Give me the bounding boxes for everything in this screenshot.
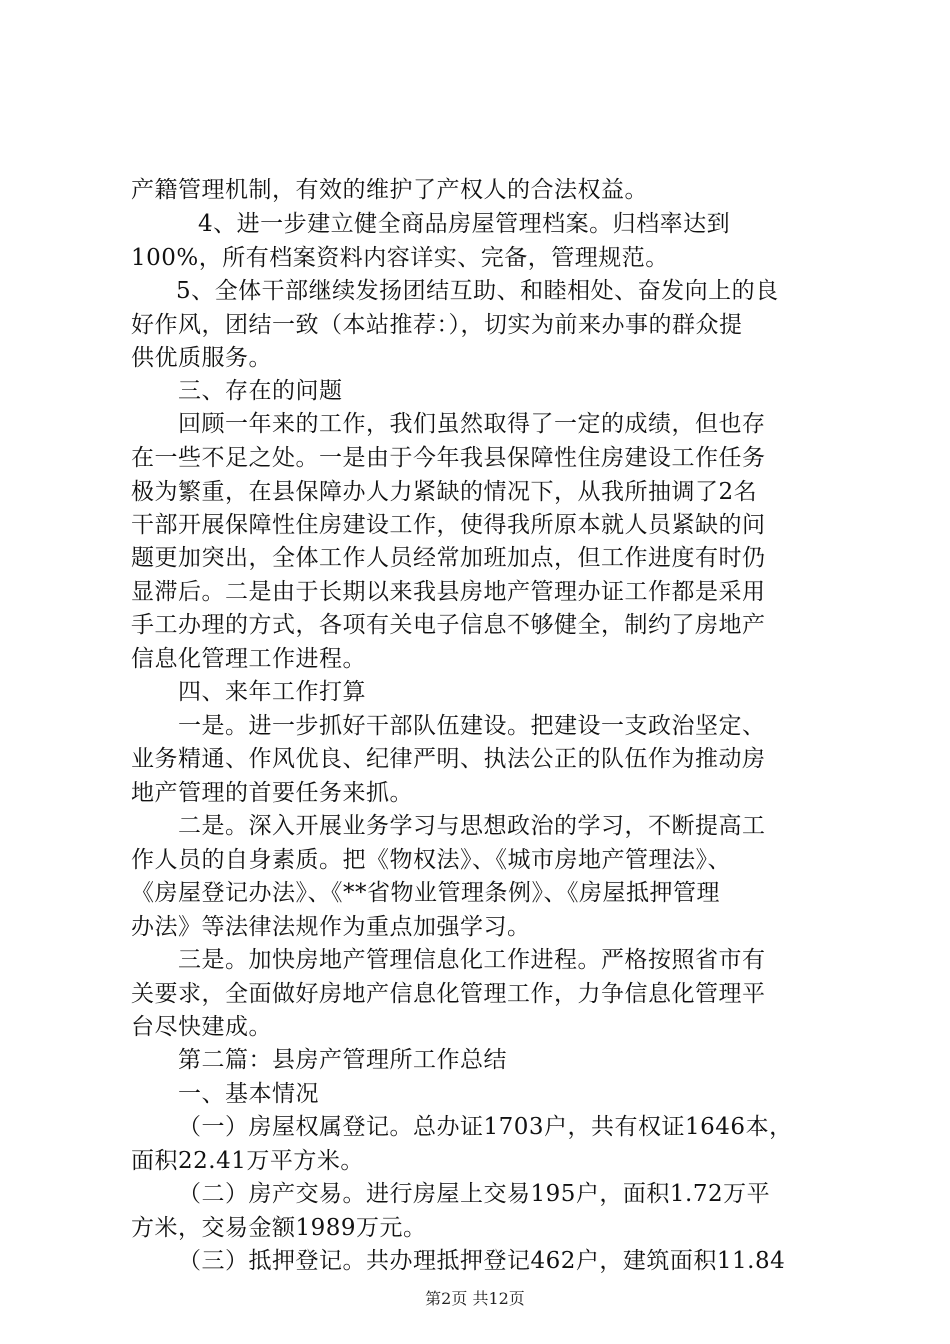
text-line: 好作风，团结一致（本站推荐：），切实为前来办事的群众提 xyxy=(131,312,743,338)
section-heading: 第二篇：县房产管理所工作总结 xyxy=(178,1047,507,1073)
text-line: 面积22.41万平方米。 xyxy=(131,1148,364,1174)
text-line: 显滞后。二是由于长期以来我县房地产管理办证工作都是采用 xyxy=(131,579,766,605)
text-line: （三）抵押登记。共办理抵押登记462户，建筑面积11.84 xyxy=(178,1248,786,1274)
text-line: 4、进一步建立健全商品房屋管理档案。归档率达到 xyxy=(198,211,731,237)
text-line: （一）房屋权属登记。总办证1703户，共有权证1646本， xyxy=(178,1114,793,1140)
text-line: 极为繁重，在县保障办人力紧缺的情况下，从我所抽调了2名 xyxy=(131,479,758,505)
text-line: 100%，所有档案资料内容详实、完备，管理规范。 xyxy=(131,245,669,271)
text-line: 题更加突出，全体工作人员经常加班加点，但工作进度有时仍 xyxy=(131,545,766,571)
text-line: 信息化管理工作进程。 xyxy=(131,646,366,672)
text-line: 干部开展保障性住房建设工作，使得我所原本就人员紧缺的问 xyxy=(131,512,766,538)
text-line: 《房屋登记办法》、《**省物业管理条例》、《房屋抵押管理 xyxy=(131,880,720,906)
page-footer: 第2页 共12页 xyxy=(425,1289,525,1308)
text-line: 办法》等法律法规作为重点加强学习。 xyxy=(131,914,531,940)
text-line: 在一些不足之处。一是由于今年我县保障性住房建设工作任务 xyxy=(131,445,766,471)
text-line: 关要求，全面做好房地产信息化管理工作，力争信息化管理平 xyxy=(131,981,766,1007)
section-heading: 三、存在的问题 xyxy=(178,378,343,404)
section-heading: 四、来年工作打算 xyxy=(178,679,366,705)
text-line: 台尽快建成。 xyxy=(131,1014,272,1040)
text-line: 方米，交易金额1989万元。 xyxy=(131,1215,427,1241)
text-line: （二）房产交易。进行房屋上交易195户，面积1.72万平 xyxy=(178,1181,771,1207)
text-line: 回顾一年来的工作，我们虽然取得了一定的成绩，但也存 xyxy=(178,411,766,437)
text-line: 产籍管理机制，有效的维护了产权人的合法权益。 xyxy=(131,177,648,203)
text-line: 供优质服务。 xyxy=(131,345,272,371)
text-line: 手工办理的方式，各项有关电子信息不够健全，制约了房地产 xyxy=(131,612,766,638)
text-line: 二是。深入开展业务学习与思想政治的学习，不断提高工 xyxy=(178,813,766,839)
text-line: 作人员的自身素质。把《物权法》、《城市房地产管理法》、 xyxy=(131,847,731,873)
section-heading: 一、基本情况 xyxy=(178,1081,319,1107)
text-line: 5、全体干部继续发扬团结互助、和睦相处、奋发向上的良 xyxy=(176,278,779,304)
text-line: 三是。加快房地产管理信息化工作进程。严格按照省市有 xyxy=(178,947,766,973)
text-line: 一是。进一步抓好干部队伍建设。把建设一支政治坚定、 xyxy=(178,713,766,739)
text-line: 业务精通、作风优良、纪律严明、执法公正的队伍作为推动房 xyxy=(131,746,766,772)
text-line: 地产管理的首要任务来抓。 xyxy=(131,780,413,806)
